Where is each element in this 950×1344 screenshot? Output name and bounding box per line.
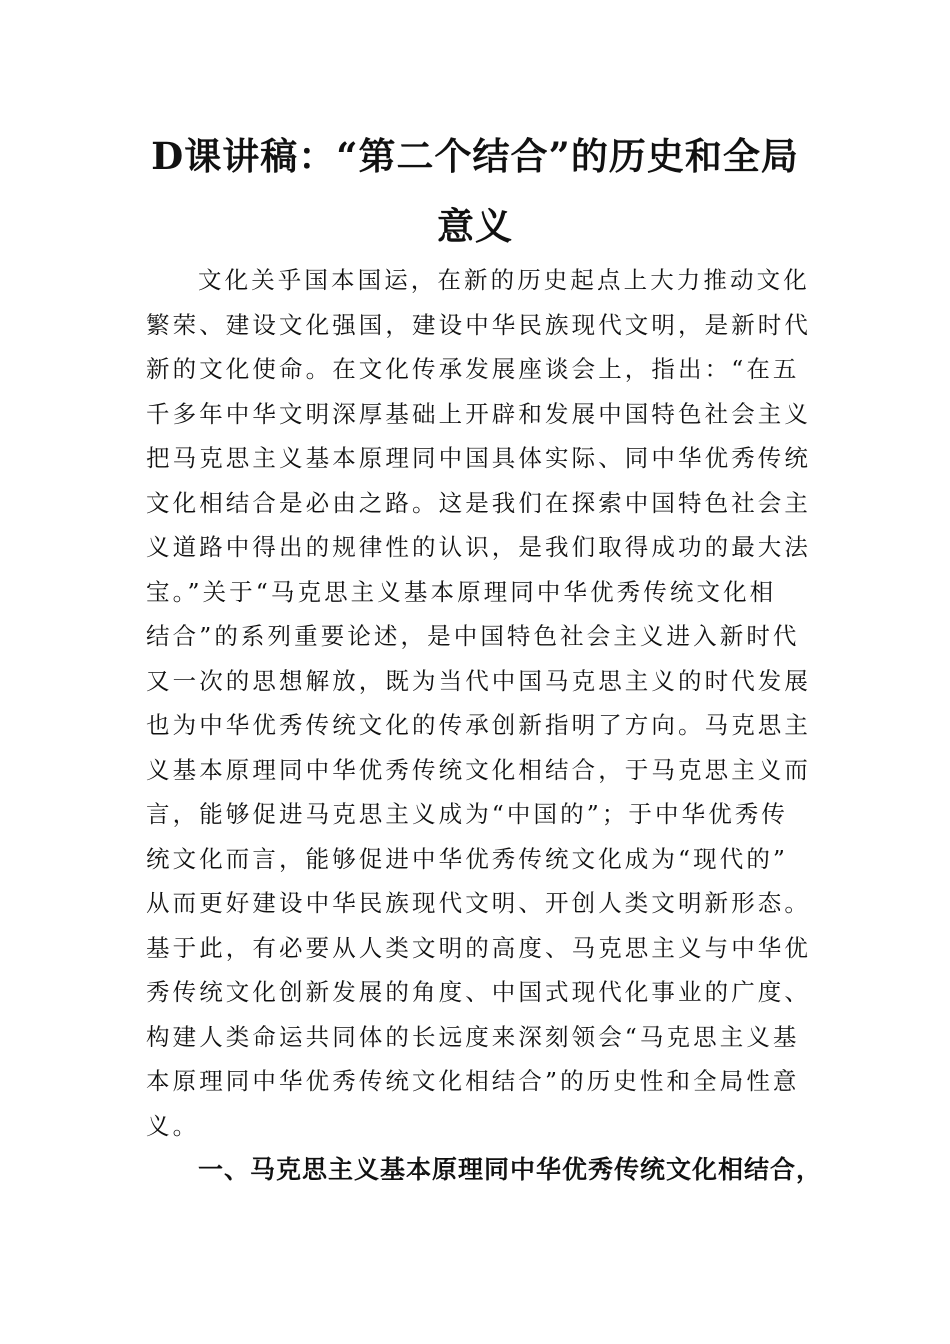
paragraph-line: 从而更好建设中华民族现代文明、开创人类文明新形态。 <box>146 889 811 917</box>
paragraph-line: 统文化而言，能够促进中华优秀传统文化成为“现代的” <box>146 844 789 873</box>
section-heading: 一、马克思主义基本原理同中华优秀传统文化相结合， <box>198 1155 823 1184</box>
paragraph-line: 义。 <box>146 1111 200 1140</box>
paragraph-line: 新的文化使命。在文化传承发展座谈会上，指出：“在五 <box>146 355 800 383</box>
paragraph-line: 构建人类命运共同体的长远度来深刻领会“马克思主义基 <box>146 1022 800 1051</box>
paragraph-line: 言，能够促进马克思主义成为“中国的”；于中华优秀传 <box>146 800 789 828</box>
paragraph-line: 结合”的系列重要论述，是中国特色社会主义进入新时代 <box>146 622 800 650</box>
paragraph-line: 文化关乎国本国运，在新的历史起点上大力推动文化 <box>198 266 810 294</box>
paragraph-line: 义基本原理同中华优秀传统文化相结合，于马克思主义而 <box>146 755 811 784</box>
paragraph-line: 也为中华优秀传统文化的传承创新指明了方向。马克思主 <box>146 711 811 739</box>
document-title-line-1: D课讲稿：“第二个结合”的历史和全局 <box>151 134 799 178</box>
paragraph-line: 又一次的思想解放，既为当代中国马克思主义的时代发展 <box>146 666 811 695</box>
body-paragraph <box>146 258 826 1148</box>
document-title-line-2: 意义 <box>437 204 513 248</box>
paragraph-line: 秀传统文化创新发展的角度、中国式现代化事业的广度、 <box>146 978 811 1006</box>
paragraph-line: 千多年中华文明深厚基础上开辟和发展中国特色社会主义 <box>146 399 811 428</box>
paragraph-line: 把马克思主义基本原理同中国具体实际、同中华优秀传统 <box>146 444 811 472</box>
paragraph-line: 基于此，有必要从人类文明的高度、马克思主义与中华优 <box>146 933 811 962</box>
paragraph-line: 义道路中得出的规律性的认识，是我们取得成功的最大法 <box>146 533 811 561</box>
paragraph-line: 宝。”关于“马克思主义基本原理同中华优秀传统文化相 <box>146 577 777 606</box>
paragraph-line: 繁荣、建设文化强国，建设中华民族现代文明，是新时代 <box>146 310 811 339</box>
paragraph-line: 文化相结合是必由之路。这是我们在探索中国特色社会主 <box>146 488 811 517</box>
paragraph-line: 本原理同中华优秀传统文化相结合”的历史性和全局性意 <box>146 1067 800 1095</box>
